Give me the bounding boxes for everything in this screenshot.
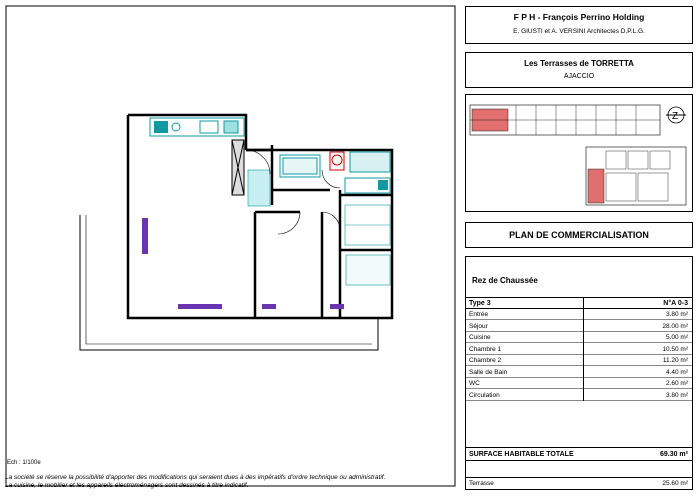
room-area: 3.80 m² [665,311,688,318]
room-name: Entrée [469,311,489,318]
total-label: SURFACE HABITABLE TOTALE [469,451,574,458]
project-name: Les Terrasses de TORRETTA [524,59,634,68]
table-row [466,321,692,332]
total-value: 69.30 m² [659,451,688,458]
bed [346,255,390,285]
table-row [466,390,692,401]
room-area: 4.40 m² [665,368,688,376]
terrace-outline [80,215,378,350]
table-header [466,297,692,309]
window-bedroom1 [262,304,276,309]
room-name: Chambre 1 [469,345,502,353]
project-box [465,52,693,88]
table-row [466,332,692,343]
window-living-bottom [178,304,222,309]
window-living-left [142,218,148,254]
lot-number: N°A 0-3 [663,300,688,307]
shower [350,152,390,172]
project-city: AJACCIO [563,73,595,80]
room-name: Circulation [469,391,500,399]
plan-title: PLAN DE COMMERCIALISATION [509,230,649,240]
svg-text:Z: Z [672,111,679,122]
disclaimer-line-2: La cuisine, le mobilier et les appareils électroménagers sont dessinés à titre indicatif. [5,482,249,489]
table-row [466,378,692,389]
surface-table-box [465,256,693,490]
architects: E. GIUSTI et A. VERSINI Architectes D.P.L.G. [513,28,645,35]
terrace-value: 25.60 m² [662,480,688,487]
room-area: 11.20 m² [662,357,688,364]
surface-rows [466,309,692,401]
walls [128,115,392,318]
company-name: F P H - François Perrino Holding [513,12,645,22]
room-area: 3.80 m² [665,391,688,399]
room-area: 28.00 m² [662,322,688,330]
plan-title-box [465,222,693,248]
window-bedroom2 [330,304,344,309]
disclaimer-line-1: La société se réserve la possibilité d'apporter des modifications qui seraient dues à des impératifs d'ordre technique ou administratif. [5,474,386,481]
type-label: Type 3 [469,300,491,307]
level-label: Rez de Chaussée [472,276,538,285]
table-row [466,355,692,366]
room-name: Cuisine [469,334,491,341]
terrace-row [466,477,692,489]
room-area: 2.60 m² [665,380,688,387]
company-box [465,6,693,44]
drawing-frame [6,6,455,486]
room-name: Séjour [469,322,488,330]
room-name: WC [469,380,480,387]
room-area: 10.50 m² [662,345,688,353]
key-plan [466,95,692,211]
room-name: Salle de Bain [469,368,508,376]
table-row [466,367,692,378]
total-row [466,447,692,461]
entrance-area [248,170,270,206]
table-row [466,309,692,320]
north-arrow [666,107,686,123]
terrace-label: Terrasse [469,480,494,487]
room-name: Chambre 2 [469,357,502,364]
table-row [466,344,692,355]
room-area: 5.00 m² [665,334,688,341]
scale-label: Ech : 1/100e [7,460,41,466]
key-plan-box [465,94,693,212]
